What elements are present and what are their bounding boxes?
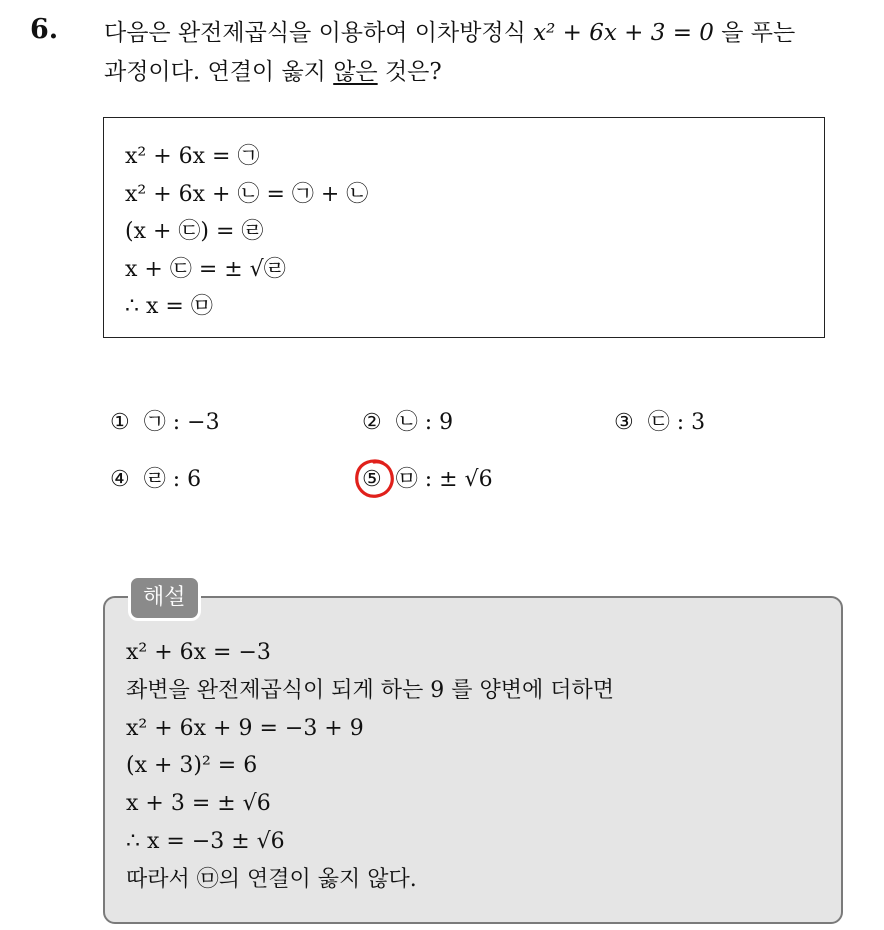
- answer-choices: [110, 400, 830, 530]
- question-line-2: [104, 53, 874, 92]
- explanation-line-7: 따라서 ㉤의 연결이 옳지 않다.: [126, 866, 417, 892]
- question-equation: x² + 6x + 3 = 0: [533, 20, 714, 46]
- explanation-line-6: ∴ x = −3 ± √6: [126, 828, 285, 854]
- choice-4[interactable]: [110, 462, 201, 493]
- choice-4-text: ㉣ : 6: [143, 467, 202, 492]
- question-line-1-prefix: 다음은 완전제곱식을 이용하여 이차방정식: [104, 20, 534, 46]
- work-line-2: x² + 6x + ㉡ = ㉠ + ㉡: [125, 181, 369, 207]
- question-line-1: [104, 14, 874, 53]
- work-line-5: ∴ x = ㉤: [125, 294, 213, 319]
- question-line-1-suffix: 을 푸는: [713, 20, 796, 46]
- choice-4-number: ④: [110, 467, 130, 492]
- choice-5-text: ㉤ : ± √6: [395, 467, 493, 492]
- question-underlined-word: 않은: [333, 59, 378, 85]
- choice-5[interactable]: [362, 462, 493, 493]
- question-line-2-prefix: 과정이다. 연결이 옳지: [104, 59, 334, 85]
- choice-3-number: ③: [614, 410, 634, 435]
- explanation-line-2: 좌변을 완전제곱식이 되게 하는 9 를 양변에 더하면: [126, 677, 614, 703]
- choice-1[interactable]: [110, 405, 220, 436]
- choice-1-text: ㉠ : −3: [143, 410, 220, 435]
- explanation-line-4: (x + 3)² = 6: [126, 753, 258, 779]
- explanation-line-3: x² + 6x + 9 = −3 + 9: [126, 715, 364, 741]
- choice-1-number: ①: [110, 410, 130, 435]
- choice-2-text: ㉡ : 9: [395, 410, 454, 435]
- choice-5-number-text: ⑤: [362, 467, 382, 492]
- work-line-4: x + ㉢ = ± √㉣: [125, 256, 286, 282]
- choice-5-number: [362, 467, 382, 492]
- explanation-line-5: x + 3 = ± √6: [126, 791, 271, 817]
- choice-3-text: ㉢ : 3: [647, 410, 706, 435]
- question-line-2-suffix: 것은?: [377, 59, 442, 85]
- question-number: 6.: [30, 14, 59, 45]
- choice-2[interactable]: [362, 405, 453, 436]
- explanation-line-1: x² + 6x = −3: [126, 640, 271, 665]
- solution-process-box: [103, 117, 825, 338]
- work-line-3: (x + ㉢) = ㉣: [125, 219, 264, 244]
- work-line-1: x² + 6x = ㉠: [125, 144, 260, 169]
- choice-3[interactable]: [614, 405, 705, 436]
- explanation-tag: 해설: [128, 575, 201, 621]
- question-text: [104, 14, 874, 92]
- choice-2-number: ②: [362, 410, 382, 435]
- explanation-box: [103, 596, 843, 924]
